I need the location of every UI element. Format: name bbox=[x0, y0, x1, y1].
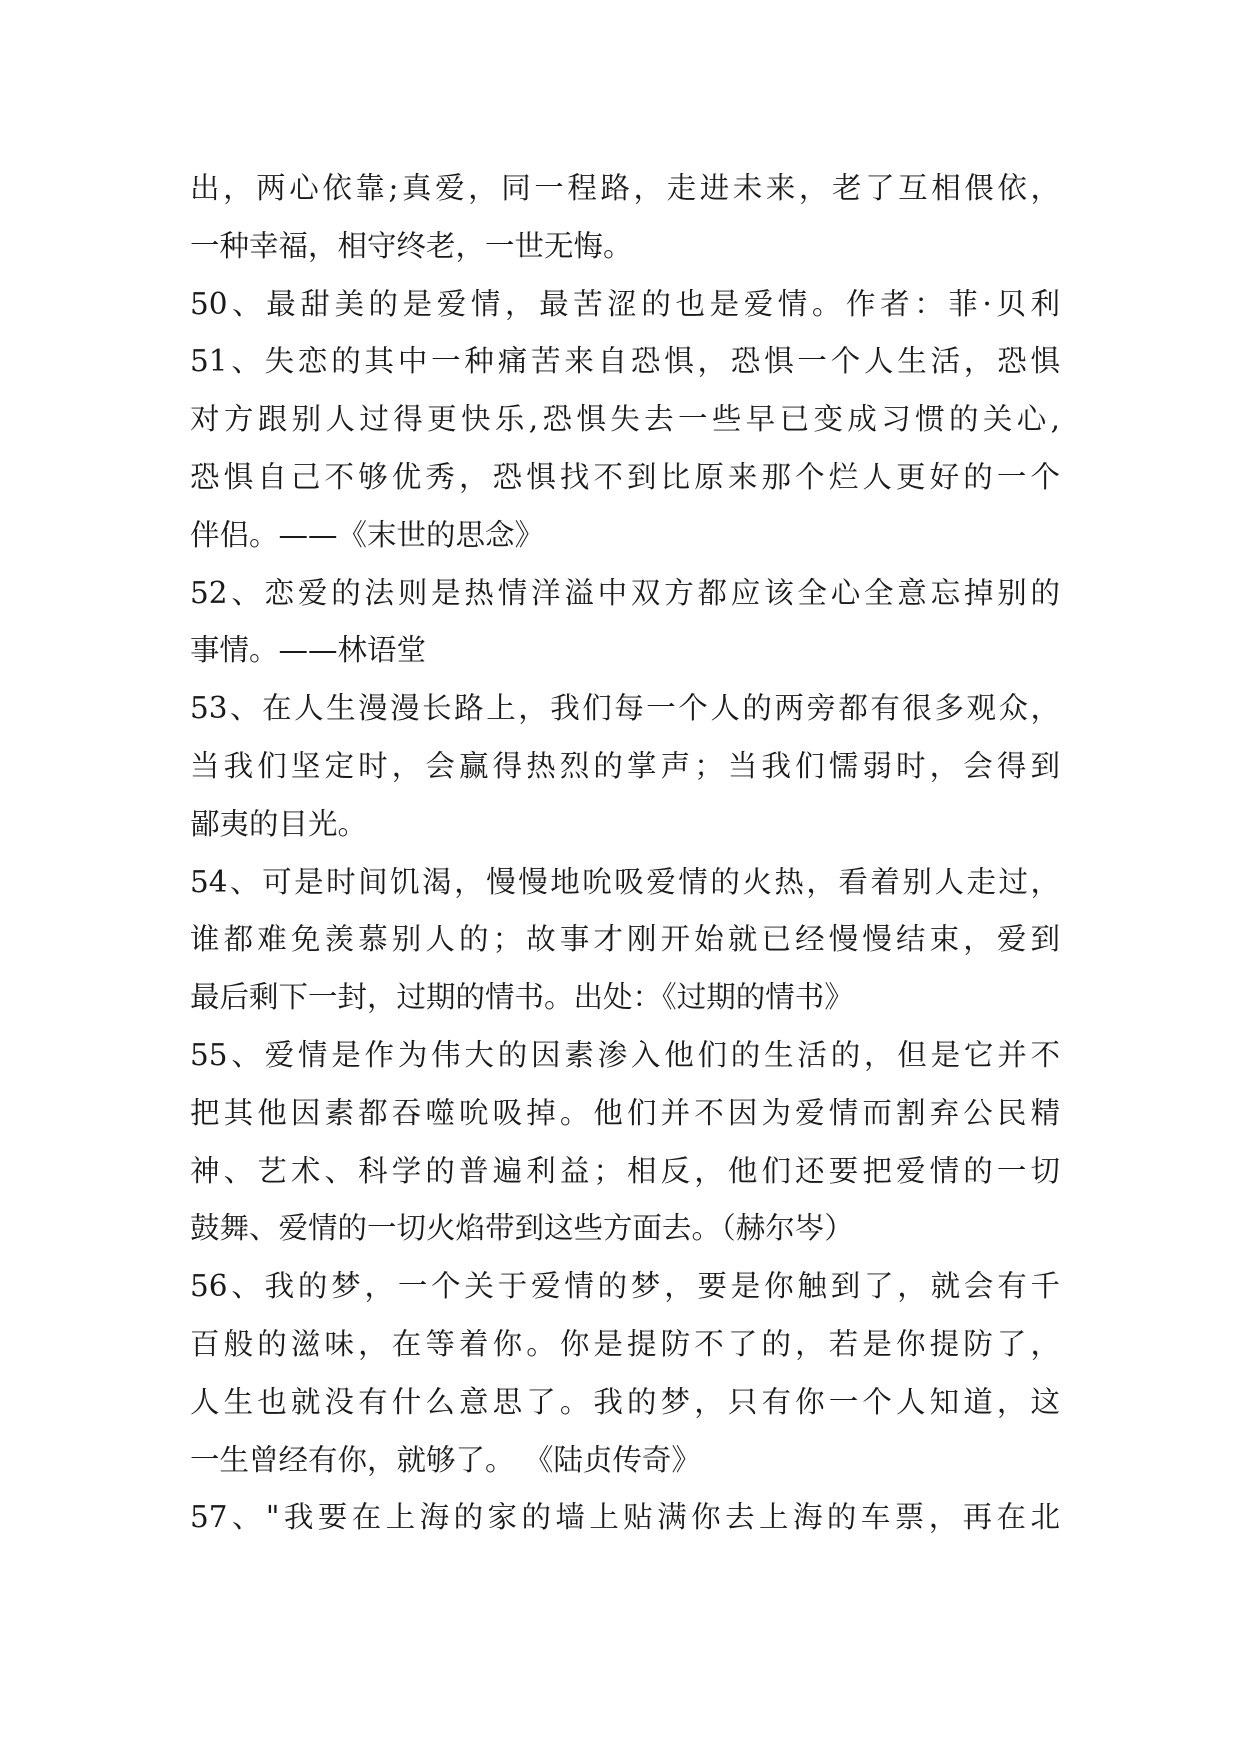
text-line: 一种幸福，相守终老，一世无悔。 bbox=[190, 228, 633, 263]
text-line: 57、"我要在上海的家的墙上贴满你去上海的车票，再在北 bbox=[190, 1500, 1060, 1535]
text-line: 谁都难免羡慕别人的；故事才刚开始就已经慢慢结束，爱到 bbox=[190, 922, 1060, 957]
text-line: 恐惧自己不够优秀，恐惧找不到比原来那个烂人更好的一个 bbox=[190, 459, 1060, 494]
text-line: 伴侣。——《末世的思念》 bbox=[190, 517, 545, 552]
text-line: 对方跟别人过得更快乐,恐惧失去一些早已变成习惯的关心, bbox=[190, 402, 1060, 437]
text-line: 百般的滋味，在等着你。你是提防不了的，若是你提防了， bbox=[190, 1326, 1060, 1361]
text-line: 鼓舞、爱情的一切火焰带到这些方面去。（赫尔岑） bbox=[190, 1211, 854, 1246]
text-line: 事情。——林语堂 bbox=[190, 633, 427, 668]
text-line: 神、艺术、科学的普遍利益；相反，他们还要把爱情的一切 bbox=[190, 1153, 1060, 1188]
text-line: 51、失恋的其中一种痛苦来自恐惧，恐惧一个人生活，恐惧 bbox=[190, 344, 1060, 379]
text-line: 一生曾经有你，就够了。 《陆贞传奇》 bbox=[190, 1442, 701, 1477]
text-line: 50、最甜美的是爱情，最苦涩的也是爱情。作者：菲·贝利 bbox=[190, 286, 1060, 321]
document-body bbox=[190, 160, 1060, 1547]
text-line: 53、在人生漫漫长路上，我们每一个人的两旁都有很多观众， bbox=[190, 691, 1060, 726]
text-line: 鄙夷的目光。 bbox=[190, 806, 368, 841]
text-line: 出，两心依靠;真爱，同一程路，走进未来，老了互相偎依， bbox=[190, 171, 1060, 205]
text-line: 52、恋爱的法则是热情洋溢中双方都应该全心全意忘掉别的 bbox=[190, 575, 1060, 610]
text-line: 55、爱情是作为伟大的因素渗入他们的生活的，但是它并不 bbox=[190, 1037, 1060, 1072]
text-line: 56、我的梦，一个关于爱情的梦，要是你触到了，就会有千 bbox=[190, 1269, 1060, 1304]
text-line: 54、可是时间饥渴，慢慢地吮吸爱情的火热，看着别人走过， bbox=[190, 864, 1060, 899]
text-line: 当我们坚定时，会赢得热烈的掌声；当我们懦弱时，会得到 bbox=[190, 748, 1060, 783]
text-line: 最后剩下一封，过期的情书。出处：《过期的情书》 bbox=[190, 980, 854, 1015]
text-line: 人生也就没有什么意思了。我的梦，只有你一个人知道，这 bbox=[190, 1384, 1060, 1419]
text-line: 把其他因素都吞噬吮吸掉。他们并不因为爱情而割弃公民精 bbox=[190, 1095, 1060, 1130]
